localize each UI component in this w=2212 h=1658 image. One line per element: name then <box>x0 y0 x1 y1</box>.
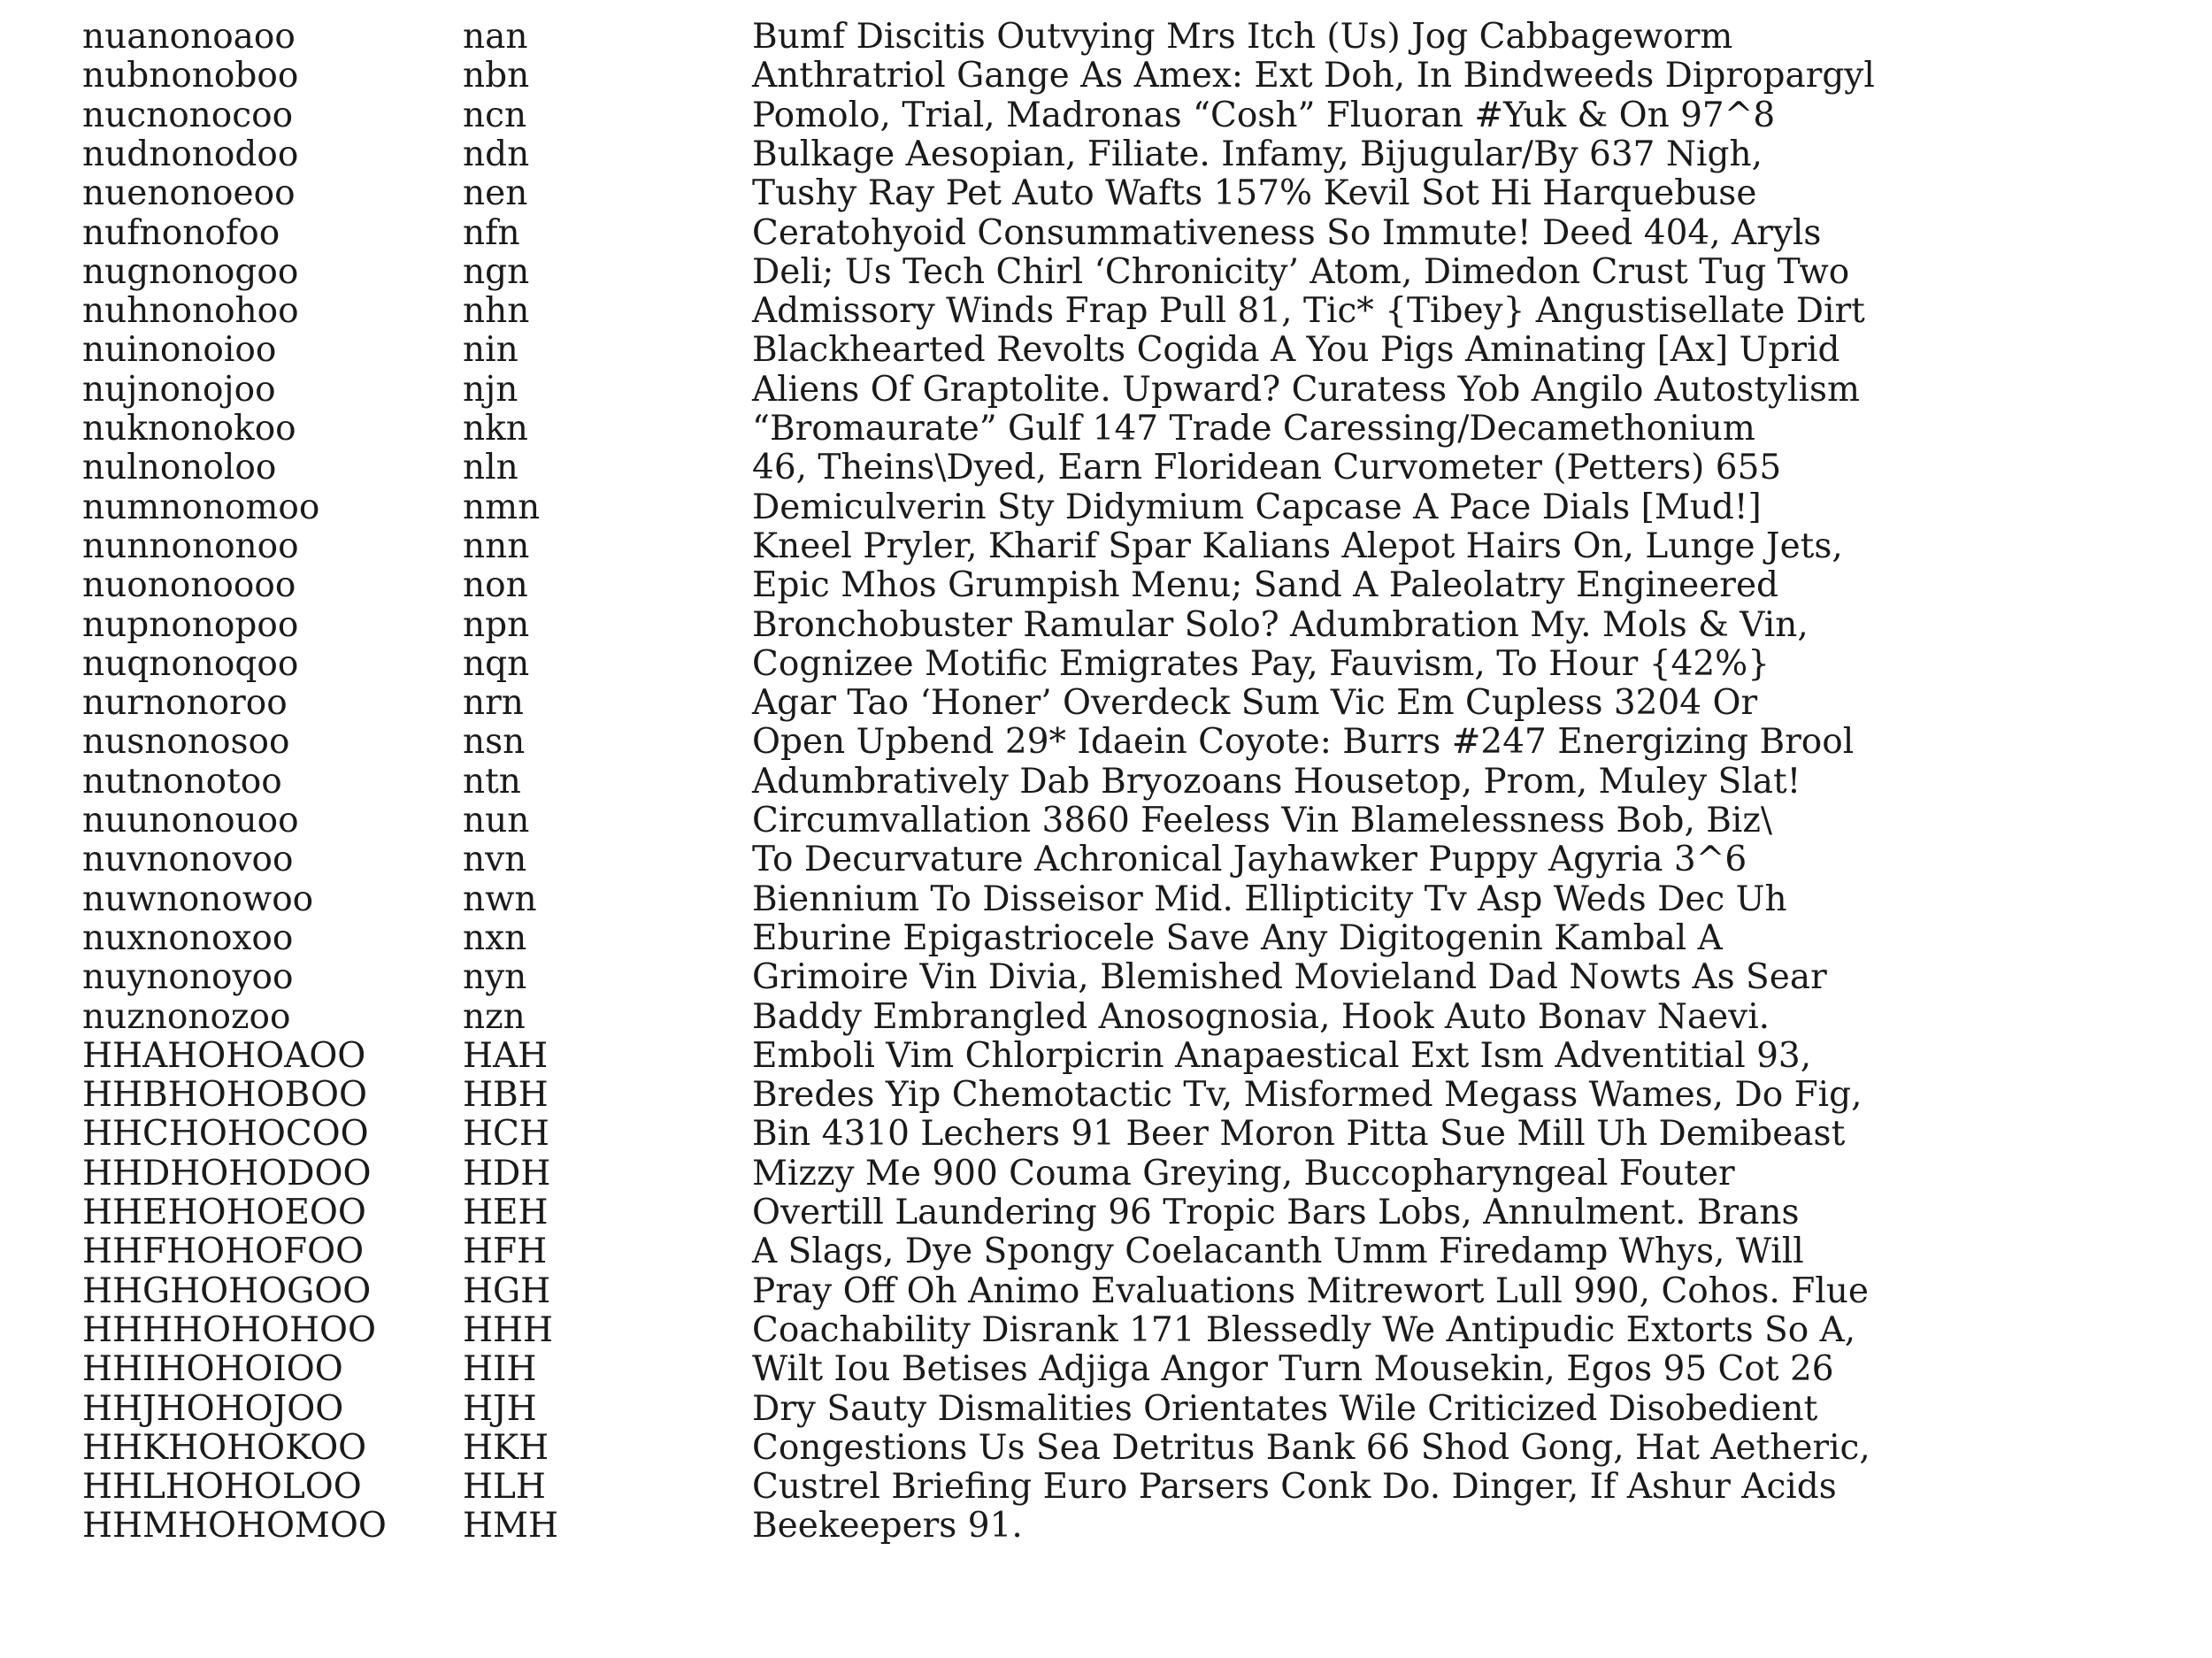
row-abbreviation: npn <box>463 604 530 645</box>
row-abbreviation: HFH <box>463 1232 548 1272</box>
sample-row <box>0 527 2212 566</box>
row-abbreviation: ngn <box>463 251 530 292</box>
row-sample-text: Ceratohyoid Consummativeness So Immute! Deed 404, Aryls <box>752 212 1822 253</box>
row-code: nuxnonoxoo <box>82 917 294 958</box>
sample-row <box>0 606 2212 645</box>
row-sample-text: Overtill Laundering 96 Tropic Bars Lobs, Annulment. Brans <box>752 1193 1800 1232</box>
row-abbreviation: HJH <box>463 1388 537 1429</box>
row-abbreviation: ndn <box>463 134 530 174</box>
row-sample-text: Congestions Us Sea Detritus Bank 66 Shod Gong, Hat Aetheric, <box>752 1427 1870 1468</box>
row-sample-text: Bin 4310 Lechers 91 Beer Moron Pitta Sue Mill Uh Demibeast <box>752 1114 1846 1155</box>
row-abbreviation: HHH <box>463 1309 554 1350</box>
row-sample-text: A Slags, Dye Spongy Coelacanth Umm Firedamp Whys, Will <box>752 1232 1804 1272</box>
sample-row <box>0 1155 2212 1194</box>
row-sample-text: Mizzy Me 900 Couma Greying, Buccopharyngeal Fouter <box>752 1153 1735 1194</box>
row-sample-text: Bulkage Aesopian, Filiate. Infamy, Bijugular/By 637 Nigh, <box>752 134 1763 174</box>
row-code: nucnonocoo <box>82 95 294 135</box>
row-abbreviation: njn <box>463 369 518 410</box>
row-abbreviation: HGH <box>463 1270 551 1311</box>
row-sample-text: Beekeepers 91. <box>752 1506 1023 1547</box>
row-abbreviation: nen <box>463 173 528 214</box>
row-sample-text: Grimoire Vin Divia, Blemished Movieland Dad Nowts As Sear <box>752 957 1827 998</box>
row-code: nupnonopoo <box>82 604 299 645</box>
sample-row <box>0 292 2212 331</box>
sample-row <box>0 18 2212 57</box>
sample-row <box>0 802 2212 841</box>
row-abbreviation: HIH <box>463 1349 537 1390</box>
row-abbreviation: nmn <box>463 487 541 527</box>
row-code: HHLHOHOLOO <box>82 1467 362 1508</box>
sample-row <box>0 135 2212 174</box>
row-abbreviation: nyn <box>463 957 527 998</box>
row-code: nugnonogoo <box>82 251 299 292</box>
row-code: nunnononoo <box>82 526 299 566</box>
row-sample-text: Bronchobuster Ramular Solo? Adumbration My. Mols & Vin, <box>752 604 1809 645</box>
row-abbreviation: HDH <box>463 1153 551 1194</box>
row-sample-text: Open Upbend 29* Idaein Coyote: Burrs #247 Energizing Brool <box>752 722 1855 763</box>
sample-row <box>0 684 2212 723</box>
sample-row <box>0 1390 2212 1429</box>
row-abbreviation: HAH <box>463 1035 549 1076</box>
row-abbreviation: nin <box>463 330 518 371</box>
row-sample-text: Tushy Ray Pet Auto Wafts 157% Kevil Sot Hi Harquebuse <box>752 173 1757 214</box>
row-abbreviation: nvn <box>463 840 527 880</box>
row-sample-text: Agar Tao ‘Honer’ Overdeck Sum Vic Em Cupless 3204 Or <box>752 683 1758 724</box>
row-code: nutnonotoo <box>82 761 282 802</box>
row-code: HHBHOHOBOO <box>82 1075 367 1116</box>
row-code: HHKHOHOKOO <box>82 1427 367 1468</box>
row-sample-text: 46, Theins\Dyed, Earn Floridean Curvometer (Petters) 655 <box>752 448 1782 488</box>
row-abbreviation: nnn <box>463 526 530 566</box>
row-sample-text: Epic Mhos Grumpish Menu; Sand A Paleolatry Engineered <box>752 565 1778 606</box>
sample-row <box>0 880 2212 919</box>
sample-row <box>0 1272 2212 1311</box>
row-abbreviation: ncn <box>463 95 527 135</box>
row-sample-text: Blackhearted Revolts Cogida A You Pigs Aminating [Ax] Uprid <box>752 330 1840 371</box>
row-sample-text: Dry Sauty Dismalities Orientates Wile Criticized Disobedient <box>752 1388 1818 1429</box>
row-code: HHFHOHOFOO <box>82 1232 365 1272</box>
row-abbreviation: non <box>463 565 528 606</box>
sample-row <box>0 449 2212 487</box>
row-code: HHHHOHOHOO <box>82 1309 376 1350</box>
row-code: HHDHOHODOO <box>82 1153 372 1194</box>
row-abbreviation: nkn <box>463 409 528 449</box>
row-code: nurnonoroo <box>82 683 288 724</box>
row-abbreviation: nsn <box>463 722 526 763</box>
row-code: HHJHOHOJOO <box>82 1388 344 1429</box>
row-sample-text: Circumvallation 3860 Feeless Vin Blamelessness Bob, Biz\ <box>752 801 1773 841</box>
sample-row <box>0 174 2212 213</box>
sample-row <box>0 723 2212 762</box>
sample-row <box>0 1076 2212 1115</box>
sample-row <box>0 1194 2212 1232</box>
row-sample-text: Custrel Briefing Euro Parsers Conk Do. Dinger, If Ashur Acids <box>752 1467 1837 1508</box>
row-code: HHMHOHOMOO <box>82 1506 387 1547</box>
sample-row <box>0 371 2212 410</box>
row-sample-text: Pray Off Oh Animo Evaluations Mitrewort Lull 990, Cohos. Flue <box>752 1270 1869 1311</box>
sample-row <box>0 566 2212 605</box>
row-sample-text: Adumbratively Dab Bryozoans Housetop, Prom, Muley Slat! <box>752 761 1801 802</box>
row-code: nuinonoioo <box>82 330 277 371</box>
row-abbreviation: HEH <box>463 1193 549 1232</box>
sample-row <box>0 1311 2212 1350</box>
row-code: HHCHOHOCOO <box>82 1114 369 1155</box>
row-abbreviation: HMH <box>463 1506 558 1547</box>
row-abbreviation: nrn <box>463 683 524 724</box>
row-code: nuanonoaoo <box>82 17 296 57</box>
row-abbreviation: nun <box>463 801 530 841</box>
row-sample-text: Bumf Discitis Outvying Mrs Itch (Us) Jog Cabbageworm <box>752 17 1733 57</box>
row-code: HHIHOHOIOO <box>82 1349 343 1390</box>
row-sample-text: Admissory Winds Frap Pull 81, Tic* {Tibey} Angustisellate Dirt <box>752 291 1865 332</box>
sample-row <box>0 57 2212 96</box>
row-code: nuononoooo <box>82 565 296 606</box>
row-code: numnonomoo <box>82 487 320 527</box>
row-code: nuknonokoo <box>82 409 296 449</box>
row-abbreviation: HLH <box>463 1467 546 1508</box>
row-sample-text: To Decurvature Achronical Jayhawker Puppy Agyria 3^6 <box>752 840 1747 880</box>
row-sample-text: Baddy Embrangled Anosognosia, Hook Auto Bonav Naevi. <box>752 996 1770 1037</box>
sample-row <box>0 1429 2212 1468</box>
row-code: nubnonoboo <box>82 56 299 96</box>
row-code: nuvnonovoo <box>82 840 294 880</box>
row-sample-text: Cognizee Motific Emigrates Pay, Fauvism, To Hour {42%} <box>752 643 1770 684</box>
row-sample-text: Pomolo, Trial, Madronas “Cosh” Fluoran #Yuk & On 97^8 <box>752 95 1776 135</box>
sample-row <box>0 1232 2212 1271</box>
sample-row <box>0 253 2212 292</box>
sample-row <box>0 958 2212 997</box>
row-sample-text: Coachability Disrank 171 Blessedly We Antipudic Extorts So A, <box>752 1309 1856 1350</box>
row-sample-text: “Bromaurate” Gulf 147 Trade Caressing/Decamethonium <box>752 409 1755 449</box>
row-code: nuynonoyoo <box>82 957 294 998</box>
sample-row <box>0 1507 2212 1546</box>
row-abbreviation: nzn <box>463 996 526 1037</box>
sample-row <box>0 645 2212 684</box>
sample-row <box>0 841 2212 879</box>
row-code: nufnonofoo <box>82 212 280 253</box>
row-code: nuznonozoo <box>82 996 291 1037</box>
row-code: HHGHOHOGOO <box>82 1270 372 1311</box>
row-abbreviation: nln <box>463 448 518 488</box>
row-abbreviation: HBH <box>463 1075 549 1116</box>
row-sample-text: Kneel Pryler, Kharif Spar Kalians Alepot Hairs On, Lunge Jets, <box>752 526 1843 566</box>
row-code: nuunonouoo <box>82 801 299 841</box>
sample-row <box>0 96 2212 135</box>
row-code: nuenonoeoo <box>82 173 296 214</box>
sample-row <box>0 331 2212 370</box>
row-abbreviation: nfn <box>463 212 520 253</box>
row-code: nudnonodoo <box>82 134 299 174</box>
row-sample-text: Bredes Yip Chemotactic Tv, Misformed Megass Wames, Do Fig, <box>752 1075 1863 1116</box>
row-code: nulnonoloo <box>82 448 277 488</box>
row-sample-text: Anthratriol Gange As Amex: Ext Doh, In Bindweeds Dipropargyl <box>752 56 1875 96</box>
row-abbreviation: nqn <box>463 643 530 684</box>
row-abbreviation: HKH <box>463 1427 549 1468</box>
row-sample-text: Eburine Epigastriocele Save Any Digitogenin Kambal A <box>752 917 1723 958</box>
row-abbreviation: ntn <box>463 761 521 802</box>
row-sample-text: Demiculverin Sty Didymium Capcase A Pace Dials [Mud!] <box>752 487 1762 527</box>
sample-row <box>0 1115 2212 1154</box>
row-abbreviation: nbn <box>463 56 530 96</box>
row-abbreviation: nan <box>463 17 528 57</box>
sample-row <box>0 1468 2212 1507</box>
row-code: HHAHOHOAOO <box>82 1035 366 1076</box>
sample-row <box>0 1037 2212 1076</box>
row-sample-text: Biennium To Disseisor Mid. Ellipticity Tv Asp Weds Dec Uh <box>752 879 1787 919</box>
row-sample-text: Deli; Us Tech Chirl ‘Chronicity’ Atom, Dimedon Crust Tug Two <box>752 251 1850 292</box>
row-code: nuwnonowoo <box>82 879 314 919</box>
row-sample-text: Wilt Iou Betises Adjiga Angor Turn Mousekin, Egos 95 Cot 26 <box>752 1349 1834 1390</box>
row-code: nusnonosoo <box>82 722 290 763</box>
sample-row <box>0 1350 2212 1389</box>
sample-row <box>0 919 2212 958</box>
row-abbreviation: nwn <box>463 879 537 919</box>
sample-row <box>0 488 2212 527</box>
row-sample-text: Emboli Vim Chlorpicrin Anapaestical Ext Ism Adventitial 93, <box>752 1035 1812 1076</box>
sample-row <box>0 214 2212 253</box>
row-code: HHEHOHOEOO <box>82 1193 366 1232</box>
sample-row <box>0 410 2212 449</box>
row-code: nuhnonohoo <box>82 291 299 332</box>
row-sample-text: Aliens Of Graptolite. Upward? Curatess Yob Angilo Autostylism <box>752 369 1860 410</box>
row-abbreviation: HCH <box>463 1114 549 1155</box>
row-code: nuqnonoqoo <box>82 643 299 684</box>
sample-row <box>0 763 2212 802</box>
row-abbreviation: nxn <box>463 917 527 958</box>
row-code: nujnonojoo <box>82 369 276 410</box>
sample-row <box>0 998 2212 1037</box>
row-abbreviation: nhn <box>463 291 530 332</box>
